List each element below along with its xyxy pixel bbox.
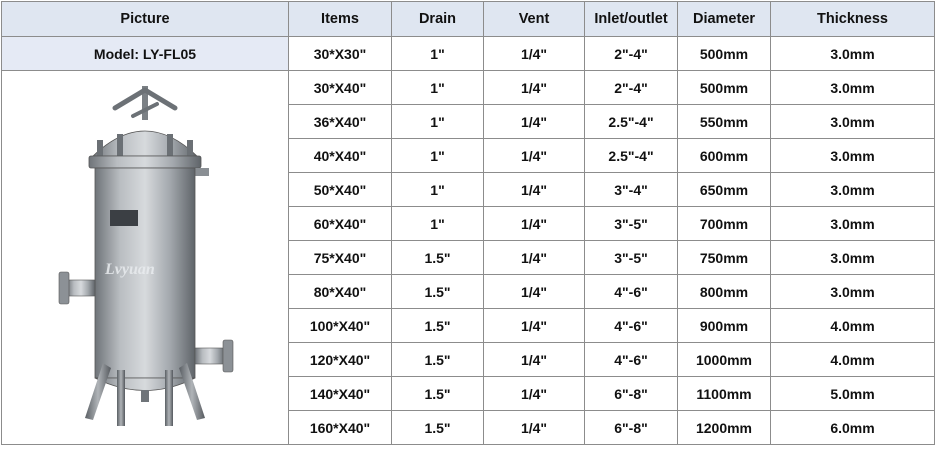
cell-thickness: 3.0mm [771,173,935,207]
cell-vent: 1/4" [484,105,585,139]
cell-thickness: 4.0mm [771,309,935,343]
cell-inlet-outlet: 4"-6" [585,309,678,343]
leg [165,370,173,426]
header-picture: Picture [2,2,289,37]
cell-drain: 1.5" [392,241,484,275]
outlet-nozzle [195,348,225,364]
cell-diameter: 750mm [678,241,771,275]
header-row [2,2,935,37]
header-inlet-outlet: Inlet/outlet [585,2,678,37]
cell-drain: 1.5" [392,343,484,377]
cell-inlet-outlet: 3"-5" [585,207,678,241]
watermark-text: Lvyuan [105,260,155,278]
inlet-nozzle [67,280,95,296]
cell-thickness: 3.0mm [771,71,935,105]
cell-drain: 1.5" [392,309,484,343]
cell-thickness: 3.0mm [771,37,935,71]
cell-vent: 1/4" [484,411,585,445]
cell-items: 75*X40" [289,241,392,275]
cell-drain: 1" [392,37,484,71]
cell-diameter: 1000mm [678,343,771,377]
cell-thickness: 5.0mm [771,377,935,411]
cell-diameter: 500mm [678,37,771,71]
lid [93,131,197,156]
cell-vent: 1/4" [484,275,585,309]
cell-items: 120*X40" [289,343,392,377]
cell-thickness: 3.0mm [771,105,935,139]
cell-drain: 1.5" [392,275,484,309]
header-drain: Drain [392,2,484,37]
table-header [2,2,935,37]
cell-items: 160*X40" [289,411,392,445]
cell-inlet-outlet: 4"-6" [585,275,678,309]
cell-thickness: 3.0mm [771,241,935,275]
cell-items: 60*X40" [289,207,392,241]
flange [89,156,201,168]
cell-inlet-outlet: 2.5"-4" [585,105,678,139]
cell-drain: 1.5" [392,377,484,411]
cell-thickness: 3.0mm [771,139,935,173]
cell-diameter: 1200mm [678,411,771,445]
cell-vent: 1/4" [484,71,585,105]
cell-items: 50*X40" [289,173,392,207]
table-row [2,37,935,71]
cell-drain: 1" [392,207,484,241]
cell-diameter: 550mm [678,105,771,139]
spec-table [1,1,935,445]
cell-thickness: 6.0mm [771,411,935,445]
cell-inlet-outlet: 6"-8" [585,377,678,411]
cell-items: 30*X30" [289,37,392,71]
cell-inlet-outlet: 3"-5" [585,241,678,275]
cell-vent: 1/4" [484,37,585,71]
header-items: Items [289,2,392,37]
cell-vent: 1/4" [484,343,585,377]
table-row [2,71,935,105]
cell-inlet-outlet: 3"-4" [585,173,678,207]
header-thickness: Thickness [771,2,935,37]
cell-inlet-outlet: 2.5"-4" [585,139,678,173]
cell-inlet-outlet: 2"-4" [585,71,678,105]
cell-thickness: 4.0mm [771,343,935,377]
cell-diameter: 800mm [678,275,771,309]
cell-vent: 1/4" [484,241,585,275]
cell-inlet-outlet: 2"-4" [585,37,678,71]
cell-items: 80*X40" [289,275,392,309]
cell-thickness: 3.0mm [771,207,935,241]
cell-inlet-outlet: 4"-6" [585,343,678,377]
cell-items: 30*X40" [289,71,392,105]
cell-diameter: 1100mm [678,377,771,411]
cell-items: 40*X40" [289,139,392,173]
leg [117,370,125,426]
cell-drain: 1" [392,173,484,207]
header-vent: Vent [484,2,585,37]
cell-vent: 1/4" [484,309,585,343]
cell-items: 36*X40" [289,105,392,139]
cell-items: 140*X40" [289,377,392,411]
cell-diameter: 600mm [678,139,771,173]
cell-items: 100*X40" [289,309,392,343]
cell-drain: 1" [392,105,484,139]
cell-drain: 1" [392,139,484,173]
cell-diameter: 700mm [678,207,771,241]
model-label: Model: LY-FL05 [2,37,289,71]
cell-vent: 1/4" [484,173,585,207]
cell-inlet-outlet: 6"-8" [585,411,678,445]
cell-drain: 1.5" [392,411,484,445]
product-picture [2,71,289,445]
stainless-steel-bag-filter-housing-icon [45,78,245,438]
cell-drain: 1" [392,71,484,105]
cell-diameter: 500mm [678,71,771,105]
header-diameter: Diameter [678,2,771,37]
table-body [2,37,935,445]
cell-thickness: 3.0mm [771,275,935,309]
cell-vent: 1/4" [484,139,585,173]
cell-diameter: 900mm [678,309,771,343]
cell-vent: 1/4" [484,207,585,241]
cell-vent: 1/4" [484,377,585,411]
cell-diameter: 650mm [678,173,771,207]
